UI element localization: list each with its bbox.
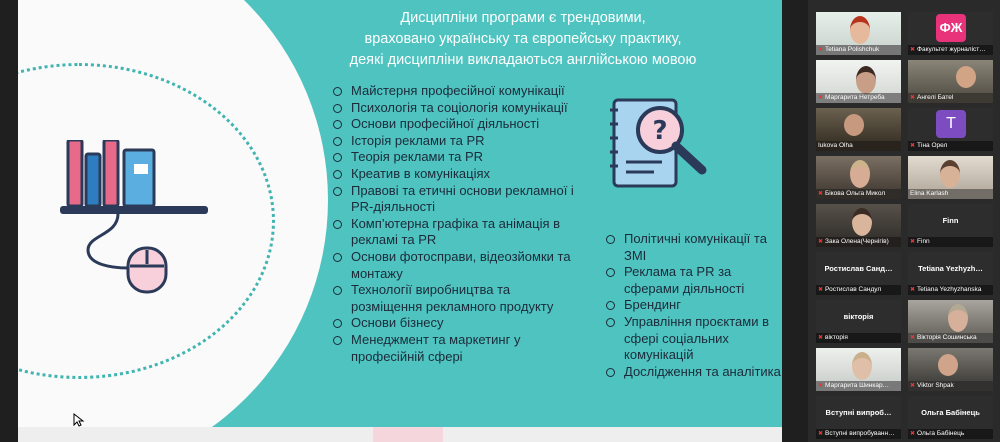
participant-name: Бікова Ольга Микол	[825, 190, 886, 197]
list-item: Комп’ютерна графіка та анімація в рекламі та PR	[333, 216, 583, 249]
participant-display-name: Tetiana Yezhyzh…	[918, 264, 983, 273]
muted-mic-icon: ✖	[818, 239, 824, 245]
muted-mic-icon: ✖	[910, 143, 916, 149]
next-slide-strip	[18, 427, 782, 442]
participant-name: Viktor Shpak	[917, 382, 954, 389]
participant-name: Тіна Орел	[917, 142, 948, 149]
list-item: Технології виробництва та розміщення рекламного продукту	[333, 282, 583, 315]
muted-mic-icon: ✖	[818, 335, 824, 341]
list-item: Реклама та PR за сферами діяльності	[606, 264, 782, 297]
muted-mic-icon: ✖	[818, 47, 824, 53]
participant-tile[interactable]	[908, 12, 993, 55]
participant-name: Факультет журналіст…	[917, 46, 986, 53]
muted-mic-icon: ✖	[910, 239, 916, 245]
muted-mic-icon: ✖	[910, 95, 916, 101]
svg-text:?: ?	[652, 116, 668, 146]
participant-name: Маргарита Нетреба	[825, 94, 885, 101]
participant-name: Ростислав Сандул	[825, 286, 882, 293]
participant-tile[interactable]	[908, 204, 993, 247]
list-item: Дослідження та аналітика	[606, 364, 782, 381]
participant-tile[interactable]	[908, 108, 993, 151]
participant-name: Ольга Бабінець	[917, 430, 965, 437]
list-item: Історія реклами та PR	[333, 133, 583, 150]
avatar: ФЖ	[936, 14, 966, 42]
participant-tile[interactable]	[816, 60, 901, 103]
participant-name: Iukova Olha	[818, 142, 853, 149]
list-item: Майстерня професійної комунікації	[333, 83, 583, 100]
list-item: Креатив в комунікаціях	[333, 166, 583, 183]
participant-tile[interactable]	[908, 300, 993, 343]
participant-tile[interactable]	[816, 156, 901, 199]
participant-name: Маргарита Шинкар…	[825, 382, 890, 389]
participant-tile[interactable]	[908, 60, 993, 103]
muted-mic-icon: ✖	[818, 287, 824, 293]
discipline-list-right	[606, 231, 782, 380]
list-item: Брендинг	[606, 297, 782, 314]
list-item: Політичні комунікації та ЗМІ	[606, 231, 782, 264]
list-item: Психологія та соціологія комунікації	[333, 100, 583, 117]
list-item: Основи професійної діяльності	[333, 116, 583, 133]
slide-heading-line: деякі дисципліни викладаються англійською мовою	[349, 52, 697, 68]
participant-tile[interactable]	[908, 396, 993, 439]
list-item: Основи бізнесу	[333, 315, 583, 332]
muted-mic-icon: ✖	[910, 431, 916, 437]
books-and-mouse-icon	[58, 140, 218, 300]
muted-mic-icon: ✖	[910, 47, 916, 53]
muted-mic-icon: ✖	[910, 383, 916, 389]
participant-name: Вступні випробуванн…	[825, 430, 895, 437]
slide-heading-line: Дисципліни програми є трендовими,	[400, 10, 646, 26]
participant-display-name: Вступні випроб…	[825, 408, 892, 417]
participant-name: Вікторія Сошинська	[917, 334, 977, 341]
participant-name: Elina Karlash	[910, 190, 949, 197]
muted-mic-icon: ✖	[910, 287, 916, 293]
document-magnifier-icon	[606, 96, 738, 196]
participant-name: Tetiana Polishchuk	[825, 46, 880, 53]
participant-tile[interactable]	[908, 252, 993, 295]
participant-name: Зака Олена(Чернігів)	[825, 238, 889, 245]
participant-gallery[interactable]	[808, 0, 1000, 442]
participant-name: Ангелі Батеl	[917, 94, 954, 101]
participant-display-name: Finn	[942, 216, 959, 225]
participant-tile[interactable]	[816, 12, 901, 55]
participant-tile[interactable]	[816, 396, 901, 439]
slide-heading-line: враховано українську та європейську практику,	[364, 31, 682, 47]
muted-mic-icon: ✖	[818, 95, 824, 101]
participant-name: Finn	[917, 238, 930, 245]
participant-display-name: вікторія	[843, 312, 874, 321]
mouse-cursor-icon	[73, 413, 85, 427]
participant-tile[interactable]	[816, 348, 901, 391]
presentation-slide	[18, 0, 782, 427]
discipline-list-left	[333, 83, 583, 365]
muted-mic-icon: ✖	[818, 431, 824, 437]
participant-display-name: Ростислав Санд…	[824, 264, 893, 273]
list-item: Основи фотосправи, відеозйомки та монтажу	[333, 249, 583, 282]
list-item: Менеджмент та маркетинг у професійній сфері	[333, 332, 583, 365]
participant-tile[interactable]	[908, 348, 993, 391]
participant-display-name: Ольга Бабінець	[921, 408, 980, 417]
participant-tile[interactable]	[908, 156, 993, 199]
participant-tile[interactable]	[816, 252, 901, 295]
muted-mic-icon: ✖	[910, 335, 916, 341]
participant-tile[interactable]	[816, 108, 901, 151]
participant-tile[interactable]	[816, 204, 901, 247]
list-item: Правові та етичні основи рекламної і PR-діяльності	[333, 183, 583, 216]
muted-mic-icon: ✖	[818, 191, 824, 197]
slide-heading	[338, 8, 708, 71]
participant-name: Tetiana Yezhyzhanska	[917, 286, 982, 293]
list-item: Теорія реклами та PR	[333, 149, 583, 166]
avatar: Т	[936, 110, 966, 138]
participant-tile[interactable]	[816, 300, 901, 343]
participant-name: вікторія	[825, 334, 848, 341]
list-item: Управління проєктами в сфері соціальних комунікацій	[606, 314, 782, 364]
muted-mic-icon: ✖	[818, 383, 824, 389]
